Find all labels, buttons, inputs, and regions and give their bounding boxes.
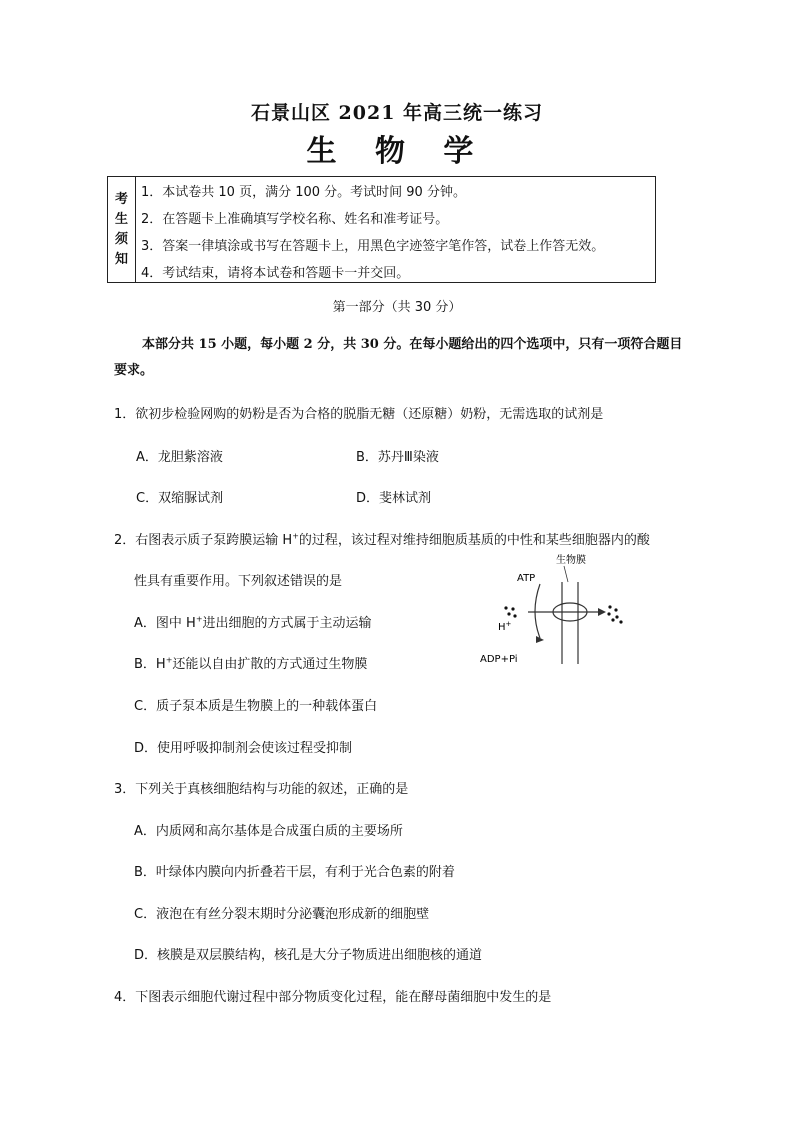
question-1-option-a: A．龙胆紫溶液 [136,450,223,465]
proton-dots-inside [504,606,516,617]
notice-label-char: 考 [114,191,128,207]
question-2-option-c: C．质子泵本质是生物膜上的一种载体蛋白 [134,699,378,714]
proton-pump-diagram [470,552,650,670]
question-3-option-b: B．叶绿体内膜向内折叠若干层，有利于光合色素的附着 [134,865,455,880]
proton-label [498,620,512,633]
notice-box [107,176,656,283]
option-text: A．图中 H [134,616,196,631]
option-text: 还能以自由扩散的方式通过生物膜 [172,657,368,672]
membrane-label: 生物膜 [556,555,586,566]
subject-title: 生 物 学 [306,134,488,169]
transport-arrowhead [598,608,606,616]
question-1-option-c: C．双缩脲试剂 [136,491,224,506]
atp-label: ATP [517,573,536,584]
question-2-option-b [134,653,367,672]
notice-label-char: 生 [114,211,128,227]
option-text: B．H [134,657,166,672]
question-3-option-a: A．内质网和高尔基体是合成蛋白质的主要场所 [134,824,403,839]
question-3-stem: 3．下列关于真核细胞结构与功能的叙述，正确的是 [114,782,409,797]
question-1-option-b: B．苏丹Ⅲ染液 [356,450,439,465]
question-1-stem: 1．欲初步检验网购的奶粉是否为合格的脱脂无糖（还原糖）奶粉，无需选取的试剂是 [114,407,604,422]
proton-symbol: H [498,622,506,633]
question-2-option-a [134,612,372,631]
membrane-label-pointer [564,566,568,582]
question-2-stem-part: 的过程，该过程对维持细胞质基质的中性和某些细胞器内的酸 [298,533,650,548]
section-heading: 第一部分（共 30 分） [332,300,462,315]
notice-line: 3．答案一律填涂或书写在答题卡上，用黑色字迹签字笔作答，试卷上作答无效。 [141,239,605,254]
adp-label: ADP+Pi [480,654,518,665]
notice-line: 2．在答题卡上准确填写学校名称、姓名和准考证号。 [141,212,449,227]
question-2-stem [114,529,650,548]
question-3-option-d: D．核膜是双层膜结构，核孔是大分子物质进出细胞核的通道 [134,948,483,963]
question-1-option-d: D．斐林试剂 [356,491,432,506]
proton-charge: + [505,620,512,628]
exam-title: 石景山区 2021 年高三统一练习 [250,102,544,124]
notice-label-char: 知 [114,251,128,267]
notice-label [108,177,136,282]
notice-line: 1．本试卷共 10 页，满分 100 分。考试时间 90 分钟。 [141,185,466,200]
question-3-option-c: C．液泡在有丝分裂末期时分泌囊泡形成新的细胞壁 [134,907,430,922]
superscript: + [195,614,203,624]
question-2-option-d: D．使用呼吸抑制剂会使该过程受抑制 [134,741,353,756]
notice-label-char: 须 [114,231,128,247]
notice-line: 4．考试结束，请将本试卷和答题卡一并交回。 [141,266,410,281]
proton-dots-outside [607,605,622,623]
question-2-stem-part: 2．右图表示质子泵跨膜运输 H [114,533,293,548]
question-4-stem: 4．下图表示细胞代谢过程中部分物质变化过程，能在酵母菌细胞中发生的是 [114,990,552,1005]
question-2-stem-continued: 性具有重要作用。下列叙述错误的是 [134,574,343,589]
superscript: + [292,531,299,541]
section-intro: 本部分共 15 小题，每小题 2 分，共 30 分。在每小题给出的四个选项中，只有一项符合题目要求。 [114,337,683,378]
option-text: 进出细胞的方式属于主动运输 [202,616,372,631]
superscript: + [165,655,173,665]
energy-arrow [535,584,540,638]
